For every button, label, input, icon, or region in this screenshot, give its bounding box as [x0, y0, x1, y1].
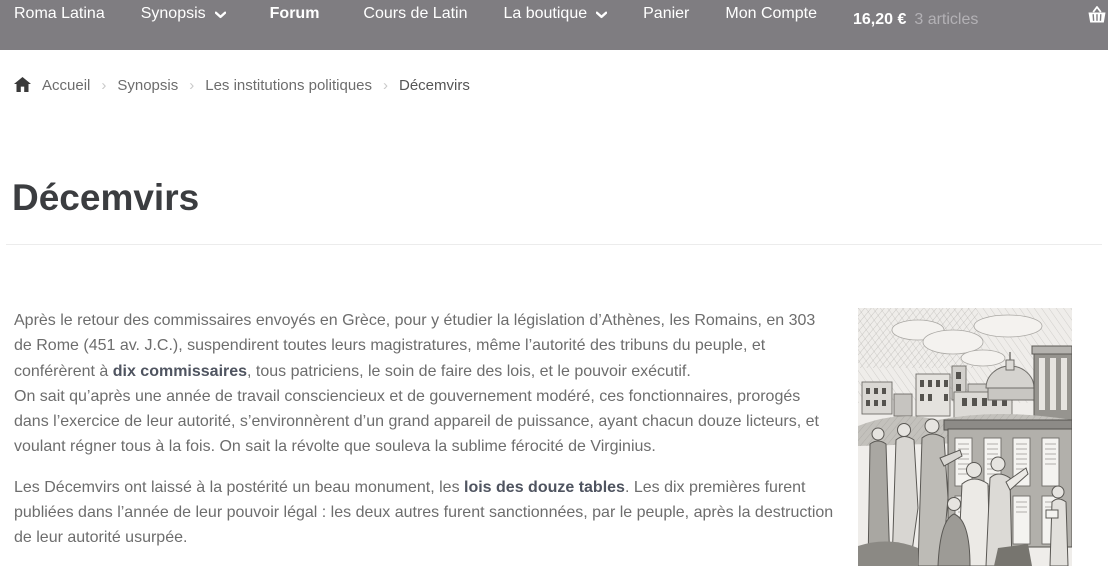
cart-total: 16,20 €: [852, 11, 907, 28]
top-navigation: [0, 0, 1108, 50]
nav-label: Cours de Latin: [363, 5, 468, 22]
nav-label: La boutique: [503, 5, 588, 22]
text-run: . Les dix premières furent publiées dans l’année de leur pouvoir légal : les deux autres furent sanctionnées, par le peuple, après la destruction de leur autorité usurpée.: [14, 478, 834, 547]
nav-item-synopsis[interactable]: [141, 5, 226, 23]
article-paragraph: [14, 308, 836, 460]
breadcrumb-separator: ›: [383, 77, 388, 94]
breadcrumb-item-accueil[interactable]: Accueil: [42, 77, 91, 94]
article-paragraph: [14, 475, 836, 551]
article-content: [0, 308, 1108, 566]
text-run: On sait qu’après une année de travail consciencieux et de gouvernement modéré, ces fonctionnaires, prorogés dans l’exercice de leur autorité, s’environnèrent d’un grand appareil de puissance, ayant chacun douze licteurs, et voulant régner tous à la fois. On sait la révolte que souleva la sublime férocité de Virginius.: [14, 387, 819, 456]
breadcrumb-item-current: Décemvirs: [399, 77, 470, 94]
nav-label: Mon Compte: [725, 5, 817, 22]
nav-item-mon-compte[interactable]: [725, 5, 817, 23]
nav-item-panier[interactable]: [643, 5, 689, 23]
nav-label: Forum: [269, 5, 320, 22]
text-emphasis: lois des douze tables: [464, 478, 625, 496]
text-run: Les Décemvirs ont laissé à la postérité un beau monument, les: [14, 478, 465, 496]
nav-item-roma-latina[interactable]: [14, 5, 105, 23]
article-image: [858, 308, 1072, 566]
breadcrumb-item-synopsis[interactable]: Synopsis: [117, 77, 179, 94]
title-divider: [6, 244, 1102, 245]
basket-icon[interactable]: [1086, 6, 1108, 24]
nav-item-cours-de-latin[interactable]: [363, 5, 467, 23]
breadcrumb: [14, 77, 1108, 94]
home-icon[interactable]: [14, 77, 31, 92]
chevron-down-icon: [596, 11, 607, 19]
nav-item-la-boutique[interactable]: [503, 5, 607, 23]
cart-count: 3 articles: [914, 11, 979, 28]
breadcrumb-separator: ›: [101, 77, 107, 94]
nav-label: Panier: [643, 5, 690, 22]
text-emphasis: dix commissaires: [112, 362, 248, 380]
article-text: [14, 308, 836, 566]
breadcrumb-item-institutions[interactable]: Les institutions politiques: [205, 77, 372, 94]
text-run: , tous patriciens, le soin de faire des lois, et le pouvoir exécutif.: [247, 362, 691, 380]
chevron-down-icon: [215, 11, 226, 19]
nav-item-forum[interactable]: [270, 5, 320, 23]
page-title: Décemvirs: [12, 177, 200, 218]
engraving-twelve-tables: [858, 308, 1072, 566]
text-run: Après le retour des commissaires envoyés en Grèce, pour y étudier la législation d’Athènes, les Romains, en 303 de Rome (451 av. J.C.), suspendirent toutes leurs magistratures, même l’autorité des tribuns du peuple, et conférèrent à: [14, 312, 816, 380]
nav-label: Roma Latina: [14, 5, 105, 22]
nav-label: Synopsis: [140, 5, 206, 22]
breadcrumb-separator: ›: [189, 77, 195, 94]
cart-summary[interactable]: [853, 5, 1108, 29]
